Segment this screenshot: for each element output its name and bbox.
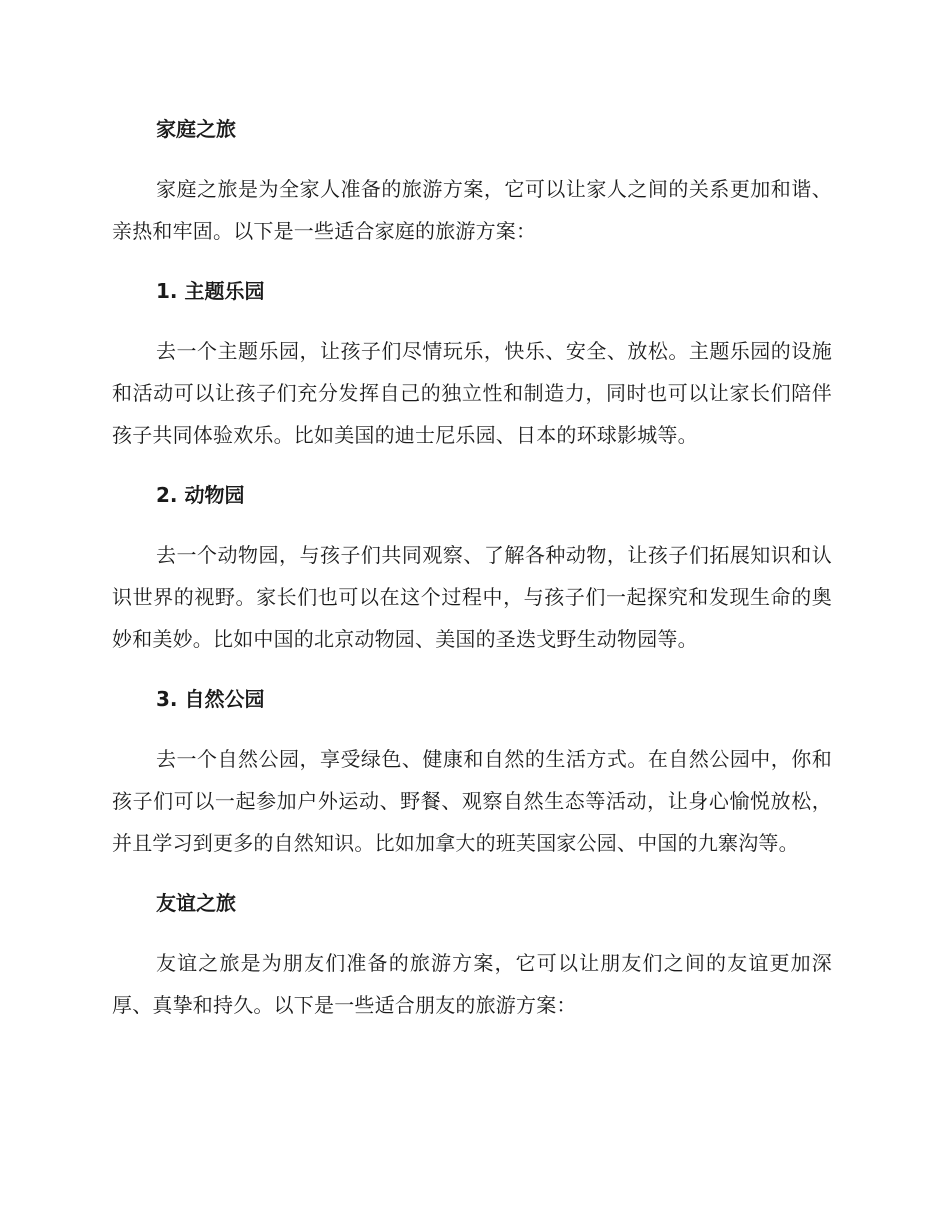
document-body: [112, 108, 832, 1026]
subheading-zoo: 2. 动物园: [156, 483, 245, 507]
section-heading-family-trip: 家庭之旅: [156, 117, 236, 141]
paragraph-nature-park: 去一个自然公园，享受绿色、健康和自然的生活方式。在自然公园中，你和孩子们可以一起参加户外运动、野餐、观察自然生态等活动，让身心愉悦放松，并且学习到更多的自然知识。比如加拿大的班芙国家公园、中国的九寨沟等。: [112, 747, 832, 855]
paragraph-family-intro: 家庭之旅是为全家人准备的旅游方案，它可以让家人之间的关系更加和谐、亲热和牢固。以下是一些适合家庭的旅游方案：: [112, 177, 832, 243]
paragraph-friendship-intro: 友谊之旅是为朋友们准备的旅游方案，它可以让朋友们之间的友谊更加深厚、真挚和持久。以下是一些适合朋友的旅游方案：: [112, 951, 832, 1017]
subheading-nature-park: 3. 自然公园: [156, 687, 265, 711]
paragraph-theme-park: 去一个主题乐园，让孩子们尽情玩乐，快乐、安全、放松。主题乐园的设施和活动可以让孩子们充分发挥自己的独立性和制造力，同时也可以让家长们陪伴孩子共同体验欢乐。比如美国的迪士尼乐园、日本的环球影城等。: [112, 339, 832, 447]
subheading-theme-park: 1. 主题乐园: [156, 279, 265, 303]
paragraph-zoo: 去一个动物园，与孩子们共同观察、了解各种动物，让孩子们拓展知识和认识世界的视野。家长们也可以在这个过程中，与孩子们一起探究和发现生命的奥妙和美妙。比如中国的北京动物园、美国的圣迭戈野生动物园等。: [112, 543, 832, 651]
section-heading-friendship-trip: 友谊之旅: [156, 891, 236, 915]
